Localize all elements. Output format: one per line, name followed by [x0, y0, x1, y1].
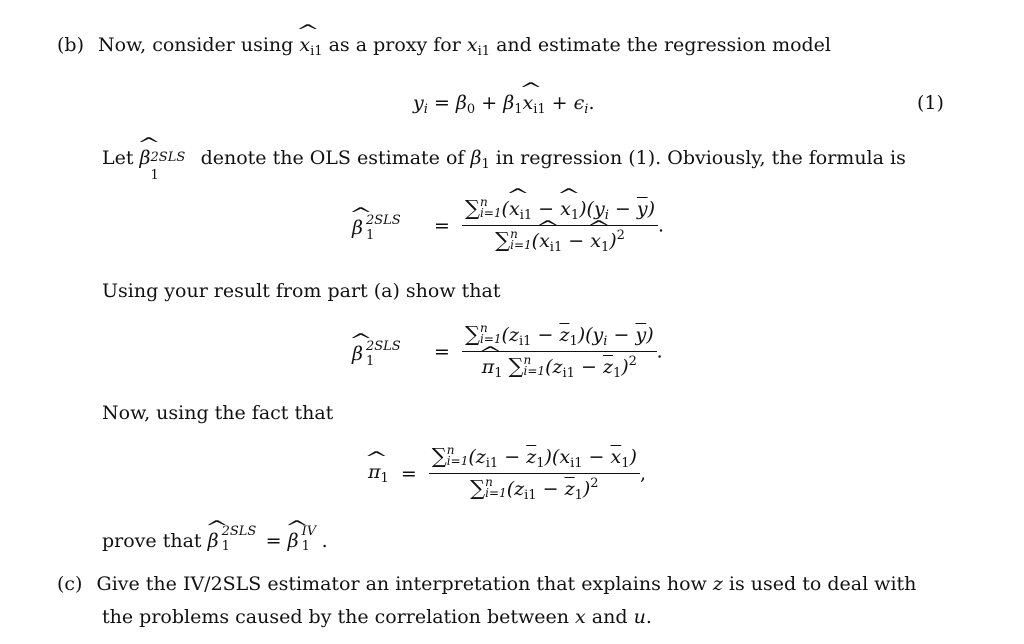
part-b-label: (b) — [57, 34, 84, 56]
math-u: u — [633, 606, 646, 628]
math-x-i1: $x_{i1}$ — [466, 34, 491, 59]
part-b-intro-line — [57, 34, 831, 59]
math-beta1: $\beta_1$ — [470, 147, 490, 172]
regression-equation: $y_i = \beta_0$ + $\beta_1\^{}$ $x_{i1} + \epsilon_i$. — [413, 92, 595, 117]
part-c-label: (c) — [57, 573, 83, 595]
part-c-line1 — [57, 573, 916, 595]
prove-pre: prove that — [102, 530, 202, 552]
let-pre: Let — [102, 147, 134, 169]
part-c-line2-pre: the problems caused by the correlation between — [102, 606, 569, 628]
formula-pi-hat: ^ $\pi_1$ = ∑ n i=1 $(z_{i1} - \overline{z}_1)(x_{i1} - \overline{x}_1)$ ∑ n i=1 $(z_{i1} - \overline{z}_1)^2$ , — [368, 444, 646, 503]
fact-text: Now, using the fact that — [102, 402, 334, 424]
prove-line — [102, 524, 328, 554]
part-b-intro-mid: as a proxy for — [328, 34, 461, 56]
let-line — [102, 147, 906, 183]
using-result-text: Using your result from part (a) show that — [102, 280, 501, 302]
part-c-line2-mid: and — [591, 606, 628, 628]
math-beta-equality: ^ β 2SLS 1 = ^ β IV 1 . — [208, 530, 328, 552]
let-post: denote the OLS estimate of — [200, 147, 465, 169]
math-z: z — [712, 573, 723, 595]
formula-2sls-pi: ^ β 2SLS 1 = ∑ n i=1 $(z_{i1} - \overline{z}_1)(y_i - \overline{y})$ ^ $\pi_1$ ∑ n i=1 $(z_{i1} - \overline{z}_1)^2$ . — [352, 322, 663, 381]
math-x: x — [575, 606, 586, 628]
part-b-intro-post: and estimate the regression model — [496, 34, 832, 56]
math-xhat-i1: ^ $x_{i1}$ — [299, 34, 322, 56]
equation-number: (1) — [917, 92, 944, 114]
part-b-intro-pre: Now, consider using — [98, 34, 294, 56]
part-c-line1-text: Give the IV/2SLS estimator an interpretation that explains how — [96, 573, 707, 595]
part-c-line2 — [102, 606, 652, 628]
formula-ols-2sls: ^ β 2SLS 1 = ∑ n i=1 (^ $x_{i1}$ − ^ $\overline{x}_1)(y_i - \overline{y})$ ∑ n i=1 (^ $x_{i1}$ − ^ $\overline{x}_1)^2$ . — [352, 196, 664, 255]
part-c-line1-mid: is used to deal with — [728, 573, 917, 595]
math-beta-2sls: ^ β 2SLS 1 — [140, 147, 195, 169]
part-c-line2-end: . — [645, 606, 652, 628]
let-tail: in regression (1). Obviously, the formula is — [495, 147, 906, 169]
